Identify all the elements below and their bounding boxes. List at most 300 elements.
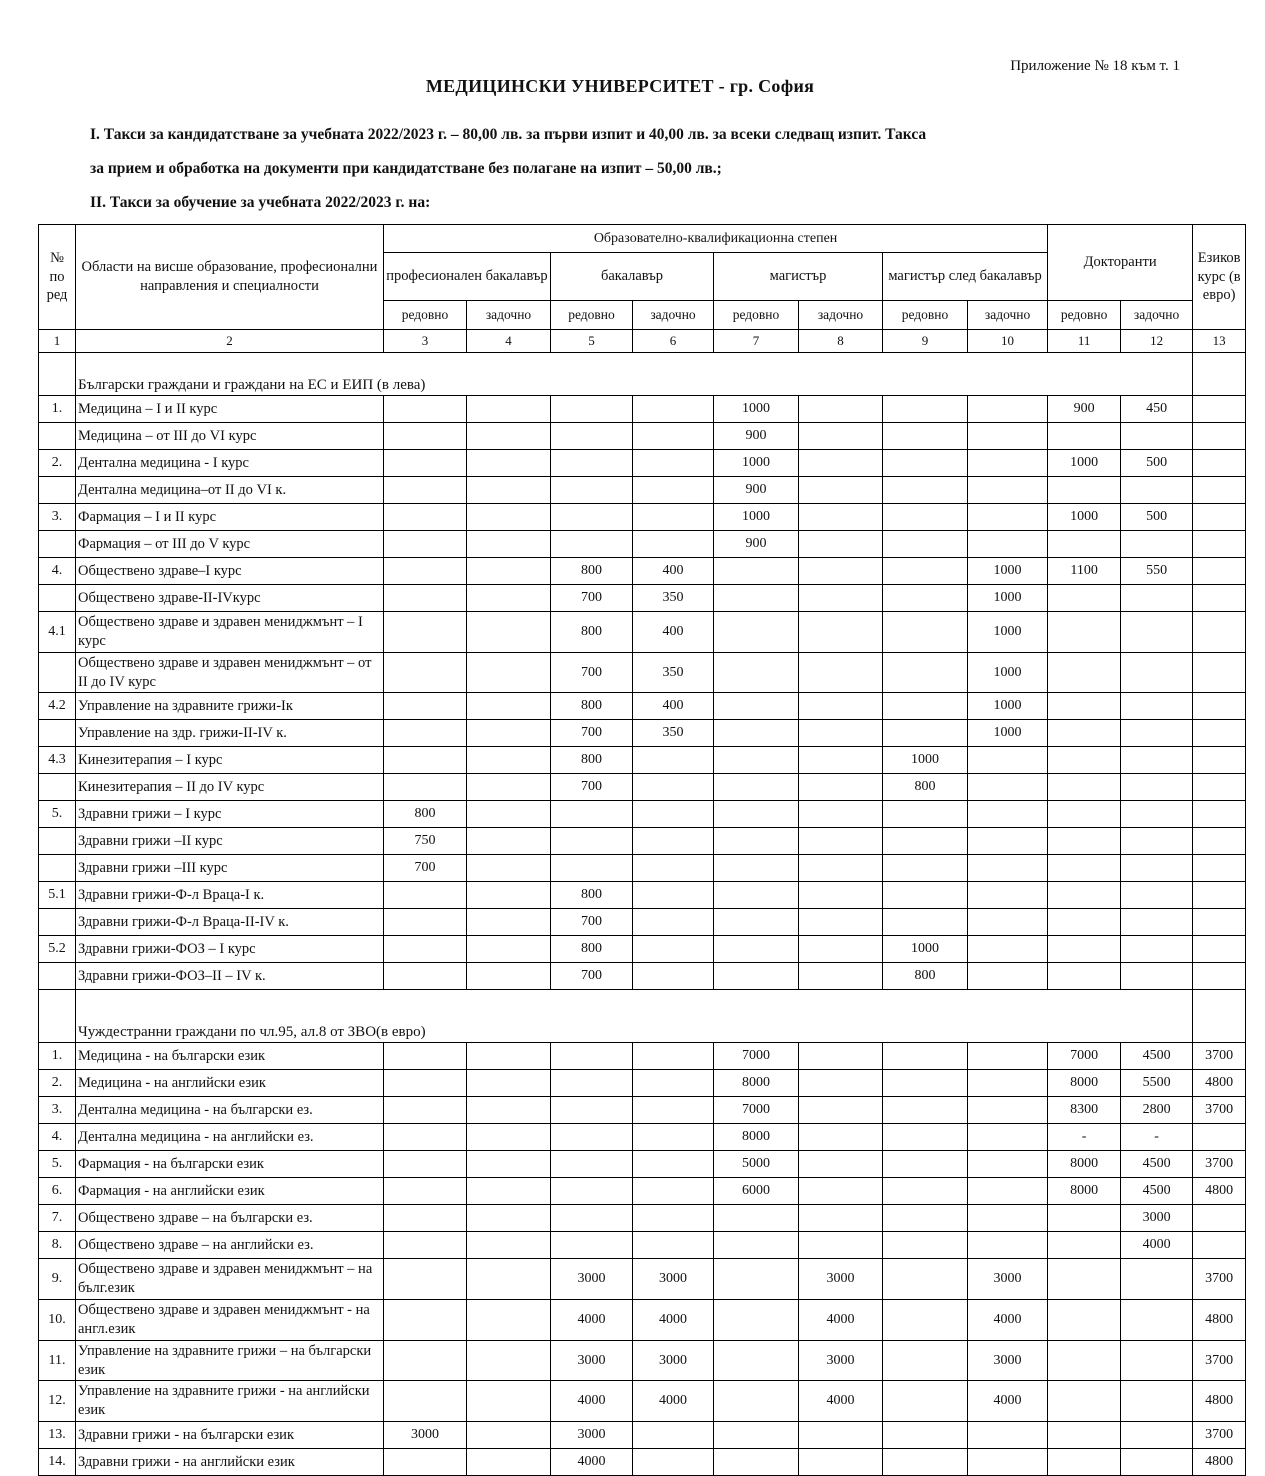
fee-value-cell: [799, 450, 883, 477]
fee-value-cell: 4500: [1121, 1043, 1193, 1070]
fee-value-cell: [1193, 652, 1246, 693]
fee-value-cell: [384, 450, 467, 477]
fee-value-cell: [1193, 1124, 1246, 1151]
col-number-cell: 7: [714, 330, 799, 353]
fee-value-cell: 1000: [968, 585, 1048, 612]
fee-value-cell: [633, 1097, 714, 1124]
fee-value-cell: [714, 1449, 799, 1476]
fee-value-cell: 4000: [799, 1381, 883, 1422]
table-row: [39, 963, 1246, 990]
fee-value-cell: [467, 828, 551, 855]
fee-value-cell: [467, 477, 551, 504]
fee-value-cell: [384, 1340, 467, 1381]
fee-value-cell: [799, 652, 883, 693]
fee-value-cell: [1048, 652, 1121, 693]
fee-value-cell: [384, 882, 467, 909]
fee-value-cell: 3000: [799, 1340, 883, 1381]
table-row: [39, 396, 1246, 423]
fee-value-cell: [968, 1124, 1048, 1151]
fee-value-cell: [799, 693, 883, 720]
fee-value-cell: [1048, 477, 1121, 504]
fee-value-cell: [968, 1422, 1048, 1449]
fee-value-cell: [968, 936, 1048, 963]
col-number-cell: 3: [384, 330, 467, 353]
fee-value-cell: [1193, 558, 1246, 585]
fee-value-cell: [1121, 720, 1193, 747]
fee-value-cell: 500: [1121, 450, 1193, 477]
fee-value-cell: [384, 774, 467, 801]
fee-value-cell: [799, 855, 883, 882]
fee-value-cell: [384, 1151, 467, 1178]
fee-value-cell: [799, 1449, 883, 1476]
page-title: МЕДИЦИНСКИ УНИВЕРСИТЕТ - гр. София: [425, 76, 815, 96]
fee-value-cell: [1193, 423, 1246, 450]
fee-value-cell: [551, 450, 633, 477]
table-row: [39, 612, 1246, 653]
specialty-label-cell: Фармация – от III до V курс: [76, 531, 384, 558]
annex-reference: Приложение № 18 към т. 1: [1010, 58, 1180, 74]
fee-value-cell: 800: [551, 747, 633, 774]
fee-value-cell: [551, 477, 633, 504]
specialty-label-cell: Фармация - на английски език: [76, 1178, 384, 1205]
fee-value-cell: [1121, 774, 1193, 801]
fee-value-cell: [467, 1151, 551, 1178]
fee-value-cell: [883, 1340, 968, 1381]
fee-value-cell: [1193, 1205, 1246, 1232]
fee-value-cell: [384, 1449, 467, 1476]
fee-value-cell: [799, 909, 883, 936]
fee-value-cell: [467, 720, 551, 747]
fee-value-cell: [467, 747, 551, 774]
fee-value-cell: 400: [633, 693, 714, 720]
fee-value-cell: [714, 747, 799, 774]
fee-value-cell: [384, 652, 467, 693]
row-number-cell: [39, 652, 76, 693]
fee-value-cell: [883, 1449, 968, 1476]
fee-value-cell: [633, 909, 714, 936]
fee-value-cell: [467, 936, 551, 963]
fee-value-cell: [384, 1259, 467, 1300]
fee-value-cell: [1121, 531, 1193, 558]
col-header-degree-group: Образователно-квалификационна степен: [384, 225, 1048, 253]
fee-value-cell: [799, 504, 883, 531]
table-row: [39, 558, 1246, 585]
mode-cell: задочно: [799, 301, 883, 330]
fee-value-cell: [467, 585, 551, 612]
specialty-label-cell: Дентална медицина - на английски ез.: [76, 1124, 384, 1151]
fee-value-cell: [883, 477, 968, 504]
table-row: [39, 1043, 1246, 1070]
fee-value-cell: [384, 720, 467, 747]
fee-value-cell: 700: [551, 585, 633, 612]
fee-value-cell: 900: [714, 477, 799, 504]
table-row: [39, 1340, 1246, 1381]
fee-value-cell: [467, 1232, 551, 1259]
fee-value-cell: -: [1048, 1124, 1121, 1151]
fee-value-cell: [1121, 693, 1193, 720]
col-header-phd: Докторанти: [1048, 225, 1193, 301]
fee-value-cell: [968, 396, 1048, 423]
fee-value-cell: [384, 423, 467, 450]
fee-value-cell: 750: [384, 828, 467, 855]
fee-value-cell: 800: [551, 936, 633, 963]
fee-value-cell: [883, 652, 968, 693]
fee-value-cell: 4000: [551, 1300, 633, 1341]
fee-value-cell: [1121, 1340, 1193, 1381]
table-row: [39, 652, 1246, 693]
fee-value-cell: [799, 1043, 883, 1070]
row-number-cell: 3.: [39, 504, 76, 531]
fee-value-cell: 8000: [1048, 1070, 1121, 1097]
mode-cell: задочно: [467, 301, 551, 330]
col-number-cell: 9: [883, 330, 968, 353]
fee-value-cell: [467, 774, 551, 801]
fee-value-cell: [799, 720, 883, 747]
fee-value-cell: [799, 558, 883, 585]
fee-value-cell: 450: [1121, 396, 1193, 423]
fee-value-cell: [968, 477, 1048, 504]
fee-value-cell: 4800: [1193, 1178, 1246, 1205]
fee-value-cell: 3700: [1193, 1340, 1246, 1381]
table-row: [39, 477, 1246, 504]
fee-value-cell: [883, 1232, 968, 1259]
fee-value-cell: [551, 1124, 633, 1151]
fee-value-cell: 7000: [1048, 1043, 1121, 1070]
row-number-cell: 6.: [39, 1178, 76, 1205]
intro-paragraphs: [90, 118, 1180, 220]
fee-value-cell: [968, 1449, 1048, 1476]
fee-value-cell: [714, 882, 799, 909]
row-number-cell: 5.1: [39, 882, 76, 909]
fee-value-cell: [1121, 1449, 1193, 1476]
fee-value-cell: [551, 855, 633, 882]
language-course-cell: [1193, 990, 1246, 1043]
fee-value-cell: 4000: [551, 1381, 633, 1422]
specialty-label-cell: Обществено здраве–I курс: [76, 558, 384, 585]
fee-value-cell: [467, 1449, 551, 1476]
fee-value-cell: [384, 558, 467, 585]
fee-value-cell: 800: [551, 882, 633, 909]
table-row: [39, 774, 1246, 801]
fee-value-cell: [633, 1151, 714, 1178]
fee-value-cell: [384, 396, 467, 423]
fee-value-cell: [883, 1070, 968, 1097]
fee-value-cell: 7000: [714, 1097, 799, 1124]
fee-value-cell: [384, 531, 467, 558]
fee-value-cell: 6000: [714, 1178, 799, 1205]
section-header-row: [39, 353, 1246, 396]
fee-value-cell: [633, 747, 714, 774]
fee-value-cell: 8000: [1048, 1178, 1121, 1205]
table-row: [39, 1151, 1246, 1178]
fee-value-cell: [1121, 936, 1193, 963]
fee-value-cell: 700: [551, 909, 633, 936]
mode-cell: задочно: [633, 301, 714, 330]
fee-value-cell: [467, 882, 551, 909]
fee-value-cell: [384, 909, 467, 936]
row-number-cell: 7.: [39, 1205, 76, 1232]
col-header-bachelor: бакалавър: [551, 253, 714, 301]
fee-value-cell: [633, 963, 714, 990]
fee-value-cell: [633, 936, 714, 963]
fee-value-cell: [714, 652, 799, 693]
row-number-cell: 13.: [39, 1422, 76, 1449]
table-row: [39, 1300, 1246, 1341]
specialty-label-cell: Дентална медицина - I курс: [76, 450, 384, 477]
specialty-label-cell: Обществено здраве – на български ез.: [76, 1205, 384, 1232]
fee-value-cell: [799, 774, 883, 801]
fee-value-cell: [384, 1070, 467, 1097]
specialty-label-cell: Управление на здравните грижи – на български език: [76, 1340, 384, 1381]
fee-value-cell: [883, 1205, 968, 1232]
fee-value-cell: [1121, 1381, 1193, 1422]
table-row: [39, 1422, 1246, 1449]
row-number-cell: [39, 963, 76, 990]
fee-value-cell: [968, 963, 1048, 990]
table-row: [39, 720, 1246, 747]
fee-value-cell: [799, 882, 883, 909]
section-title: Български граждани и граждани на ЕС и ЕИП (в лева): [76, 353, 1193, 396]
specialty-label-cell: Управление на здравните грижи-Iк: [76, 693, 384, 720]
specialty-label-cell: Здравни грижи-Ф-л Враца-II-IV к.: [76, 909, 384, 936]
row-number-cell: 10.: [39, 1300, 76, 1341]
fee-value-cell: [1193, 612, 1246, 653]
fee-value-cell: [799, 1097, 883, 1124]
fee-value-cell: [551, 423, 633, 450]
fee-value-cell: 3000: [551, 1259, 633, 1300]
fee-value-cell: 2800: [1121, 1097, 1193, 1124]
fee-value-cell: [551, 1097, 633, 1124]
fee-value-cell: [384, 504, 467, 531]
table-row: [39, 801, 1246, 828]
fee-value-cell: [1121, 801, 1193, 828]
col-header-master-after-bachelor: магистър след бакалавър: [883, 253, 1048, 301]
fee-value-cell: 800: [384, 801, 467, 828]
fee-value-cell: [799, 1232, 883, 1259]
fee-value-cell: 8000: [714, 1070, 799, 1097]
fee-value-cell: [883, 801, 968, 828]
row-number-cell: [39, 531, 76, 558]
fee-value-cell: [633, 450, 714, 477]
fee-value-cell: 800: [551, 612, 633, 653]
col-number-cell: 11: [1048, 330, 1121, 353]
table-row: [39, 1381, 1246, 1422]
table-row: [39, 1205, 1246, 1232]
mode-cell: задочно: [968, 301, 1048, 330]
fee-value-cell: [714, 963, 799, 990]
fee-value-cell: [467, 693, 551, 720]
fee-value-cell: [1048, 855, 1121, 882]
fee-value-cell: 8300: [1048, 1097, 1121, 1124]
table-row: [39, 855, 1246, 882]
fee-value-cell: 1100: [1048, 558, 1121, 585]
fee-value-cell: 4000: [633, 1381, 714, 1422]
mode-cell: редовно: [551, 301, 633, 330]
row-number-cell: 2.: [39, 1070, 76, 1097]
fee-value-cell: [467, 1422, 551, 1449]
table-row: [39, 1232, 1246, 1259]
specialty-label-cell: Фармация – I и II курс: [76, 504, 384, 531]
table-row: [39, 909, 1246, 936]
fee-value-cell: 4000: [968, 1381, 1048, 1422]
fee-value-cell: 3000: [551, 1340, 633, 1381]
fee-value-cell: [1048, 963, 1121, 990]
specialty-label-cell: Здравни грижи – I курс: [76, 801, 384, 828]
fee-value-cell: [1121, 652, 1193, 693]
fee-value-cell: [384, 1178, 467, 1205]
fee-value-cell: [968, 1178, 1048, 1205]
fee-value-cell: [633, 396, 714, 423]
specialty-label-cell: Здравни грижи-ФОЗ–II – IV к.: [76, 963, 384, 990]
fee-value-cell: [968, 1043, 1048, 1070]
fee-value-cell: [968, 882, 1048, 909]
fee-value-cell: [883, 855, 968, 882]
table-row: [39, 936, 1246, 963]
fee-value-cell: [1048, 693, 1121, 720]
col-number-cell: 10: [968, 330, 1048, 353]
fee-value-cell: 550: [1121, 558, 1193, 585]
fee-value-cell: [467, 855, 551, 882]
fee-value-cell: [551, 504, 633, 531]
header-row-column-numbers: [39, 330, 1246, 353]
fee-value-cell: [384, 1205, 467, 1232]
fees-paragraph-line-2: за прием и обработка на документи при кандидатстване без полагане на изпит – 50,00 лв.;: [90, 160, 722, 177]
fee-value-cell: 1000: [1048, 450, 1121, 477]
row-number-cell: 4.: [39, 1124, 76, 1151]
fee-value-cell: [1048, 720, 1121, 747]
row-number-cell: [39, 774, 76, 801]
fee-value-cell: [883, 558, 968, 585]
specialty-label-cell: Дентална медицина - на български ез.: [76, 1097, 384, 1124]
specialty-label-cell: Управление на здравните грижи - на английски език: [76, 1381, 384, 1422]
fee-value-cell: [799, 963, 883, 990]
mode-cell: задочно: [1121, 301, 1193, 330]
fee-value-cell: [1121, 963, 1193, 990]
specialty-label-cell: Фармация - на български език: [76, 1151, 384, 1178]
fee-value-cell: 4800: [1193, 1381, 1246, 1422]
fee-value-cell: [714, 585, 799, 612]
fee-value-cell: [968, 909, 1048, 936]
fees-table-body: [39, 353, 1246, 1476]
fee-value-cell: [467, 1178, 551, 1205]
fee-value-cell: [799, 531, 883, 558]
fee-value-cell: [467, 963, 551, 990]
fee-value-cell: [799, 1205, 883, 1232]
specialty-label-cell: Медицина - на български език: [76, 1043, 384, 1070]
row-number-cell: 4.1: [39, 612, 76, 653]
fee-value-cell: [1193, 477, 1246, 504]
fee-value-cell: [1048, 936, 1121, 963]
row-number-cell: 5.2: [39, 936, 76, 963]
fee-value-cell: [1193, 801, 1246, 828]
fee-value-cell: [1121, 909, 1193, 936]
fee-value-cell: [968, 450, 1048, 477]
specialty-label-cell: Медицина – от III до VI курс: [76, 423, 384, 450]
fee-value-cell: 400: [633, 612, 714, 653]
specialty-label-cell: Обществено здраве и здравен мениджмънт – I курс: [76, 612, 384, 653]
fee-value-cell: [467, 801, 551, 828]
fee-value-cell: 3700: [1193, 1422, 1246, 1449]
header-row-groups: [39, 225, 1246, 253]
fee-value-cell: [551, 1205, 633, 1232]
fee-value-cell: [551, 1070, 633, 1097]
fee-value-cell: [1121, 1300, 1193, 1341]
fee-value-cell: [1121, 1422, 1193, 1449]
fee-value-cell: [883, 1381, 968, 1422]
col-number-cell: 13: [1193, 330, 1246, 353]
fee-value-cell: [633, 1205, 714, 1232]
fee-value-cell: -: [1121, 1124, 1193, 1151]
fee-value-cell: 700: [551, 774, 633, 801]
fee-value-cell: [714, 612, 799, 653]
fees-paragraph-line-1: I. Такси за кандидатстване за учебната 2022/2023 г. – 80,00 лв. за първи изпит и 40,00 лв. за всеки следващ изпит. Такса: [90, 126, 927, 143]
fee-value-cell: 1000: [968, 558, 1048, 585]
specialty-label-cell: Дентална медицина–от II до VI к.: [76, 477, 384, 504]
fee-value-cell: 4800: [1193, 1300, 1246, 1341]
fee-value-cell: [551, 531, 633, 558]
fee-value-cell: [467, 450, 551, 477]
fee-value-cell: 500: [1121, 504, 1193, 531]
fee-value-cell: [714, 774, 799, 801]
fee-value-cell: [1193, 585, 1246, 612]
row-number-cell: 5.: [39, 1151, 76, 1178]
fee-value-cell: 800: [883, 963, 968, 990]
fee-value-cell: 4000: [1121, 1232, 1193, 1259]
row-number-cell: 11.: [39, 1340, 76, 1381]
row-number-cell: 4.3: [39, 747, 76, 774]
fee-value-cell: [883, 504, 968, 531]
fee-value-cell: [1193, 909, 1246, 936]
fee-value-cell: [968, 774, 1048, 801]
table-row: [39, 1124, 1246, 1151]
fee-value-cell: [467, 612, 551, 653]
fee-value-cell: 4500: [1121, 1151, 1193, 1178]
fee-value-cell: 350: [633, 585, 714, 612]
mode-cell: редовно: [883, 301, 968, 330]
fee-value-cell: [799, 801, 883, 828]
table-row: [39, 882, 1246, 909]
fee-value-cell: 3000: [633, 1259, 714, 1300]
fee-value-cell: 900: [714, 423, 799, 450]
fee-value-cell: [551, 828, 633, 855]
fee-value-cell: [1193, 450, 1246, 477]
fee-value-cell: [633, 1449, 714, 1476]
table-row: [39, 504, 1246, 531]
specialty-label-cell: Обществено здраве – на английски ез.: [76, 1232, 384, 1259]
fee-value-cell: 1000: [714, 396, 799, 423]
fee-value-cell: [633, 855, 714, 882]
fee-value-cell: [1048, 774, 1121, 801]
fee-value-cell: 700: [551, 720, 633, 747]
row-number-cell: 2.: [39, 450, 76, 477]
fee-value-cell: 700: [551, 963, 633, 990]
fee-value-cell: [968, 1151, 1048, 1178]
row-number-cell: [39, 477, 76, 504]
fee-value-cell: [384, 747, 467, 774]
fee-value-cell: 800: [551, 558, 633, 585]
fee-value-cell: [883, 1124, 968, 1151]
mode-cell: редовно: [714, 301, 799, 330]
fee-value-cell: [1193, 747, 1246, 774]
fee-value-cell: [1048, 1300, 1121, 1341]
fee-value-cell: 8000: [1048, 1151, 1121, 1178]
fee-value-cell: [799, 612, 883, 653]
fee-value-cell: 4000: [968, 1300, 1048, 1341]
fee-value-cell: [633, 1178, 714, 1205]
fee-value-cell: [633, 801, 714, 828]
fee-value-cell: [384, 1043, 467, 1070]
row-number-cell: [39, 855, 76, 882]
